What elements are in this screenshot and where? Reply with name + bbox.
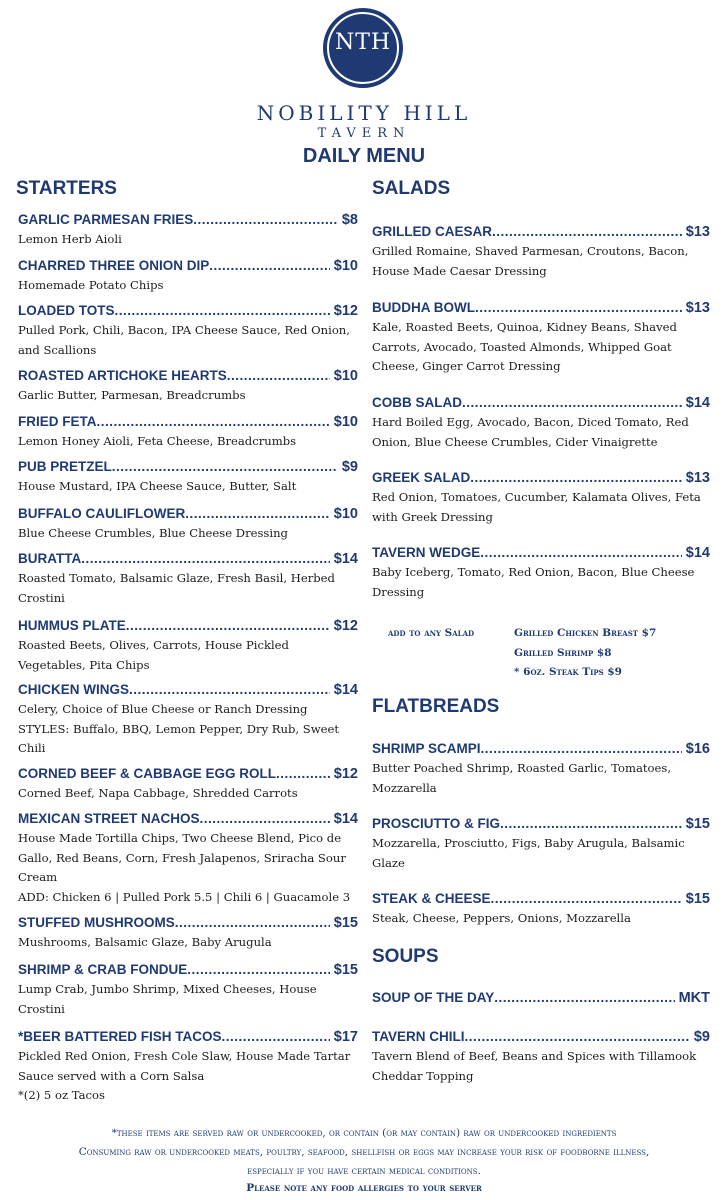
item-name: GREEK SALAD (372, 470, 471, 485)
item-name: TAVERN CHILI (372, 1029, 465, 1044)
item-description: House Mustard, IPA Cheese Sauce, Butter, Salt (18, 479, 297, 493)
item-price: $12 (333, 303, 358, 319)
menu-item (18, 303, 358, 360)
item-name: GARLIC PARMESAN FRIES (18, 212, 194, 227)
item-price: $13 (685, 224, 710, 240)
footer-allergy-note: Please note any food allergies to your server (246, 1182, 482, 1194)
menu-item (18, 962, 358, 1019)
item-price: $8 (341, 212, 358, 228)
item-name: SHRIMP & CRAB FONDUE (18, 962, 188, 977)
item-description: Pickled Red Onion, Fresh Cole Slaw, House Made Tartar Sauce served with a Corn Salsa (18, 1049, 351, 1083)
soups-heading: SOUPS (372, 946, 439, 967)
item-price: $10 (333, 414, 358, 430)
item-description: House Made Tortilla Chips, Two Cheese Blend, Pico de Gallo, Red Beans, Corn, Fresh Jalapenos, Sriracha Sour Cream (18, 831, 346, 884)
addon-option: * 6oz. Steak Tips $9 (514, 666, 622, 678)
item-description: Blue Cheese Crumbles, Blue Cheese Dressing (18, 526, 288, 540)
item-name: TAVERN WEDGE (372, 545, 481, 560)
menu-item (18, 551, 358, 608)
item-description: Roasted Tomato, Balsamic Glaze, Fresh Basil, Herbed Crostini (18, 571, 335, 605)
footer-disclaimer: *these items are served raw or undercooked, or contain (or may contain) raw or undercooked ingredients (111, 1127, 617, 1139)
item-description: Hard Boiled Egg, Avocado, Bacon, Diced Tomato, Red Onion, Blue Cheese Crumbles, Cider Vinaigrette (372, 415, 689, 449)
item-price: $10 (333, 506, 358, 522)
item-price: $15 (333, 962, 358, 978)
menu-item (372, 470, 710, 527)
item-note: *(2) 5 oz Tacos (18, 1088, 105, 1102)
item-price: $15 (685, 816, 710, 832)
item-description: Lemon Herb Aioli (18, 232, 122, 246)
item-name: BUFFALO CAULIFLOWER (18, 506, 186, 521)
item-name: GRILLED CAESAR (372, 224, 493, 239)
item-price: $9 (341, 459, 358, 475)
item-price: $12 (333, 766, 358, 782)
item-price: $9 (693, 1029, 710, 1045)
item-name: FRIED FETA (18, 414, 97, 429)
item-description: Tavern Blend of Beef, Beans and Spices with Tillamook Cheddar Topping (372, 1049, 697, 1083)
restaurant-name: NOBILITY HILL (256, 101, 472, 125)
item-price: $14 (685, 395, 710, 411)
item-name: *BEER BATTERED FISH TACOS (18, 1029, 222, 1044)
item-description: Celery, Choice of Blue Cheese or Ranch Dressing STYLES: Buffalo, BBQ, Lemon Pepper, Dry Rub, Sweet Chili (18, 702, 340, 755)
item-price: $16 (685, 741, 710, 757)
item-description: Garlic Butter, Parmesan, Breadcrumbs (18, 388, 246, 402)
menu-title: DAILY MENU (302, 145, 426, 167)
footer-warning-cont: especially if you have certain medical conditions. (247, 1165, 481, 1177)
menu-item (18, 811, 358, 907)
logo (323, 8, 403, 88)
menu-item (372, 545, 710, 602)
menu-item (18, 915, 358, 953)
item-price: $15 (685, 891, 710, 907)
item-description: Grilled Romaine, Shaved Parmesan, Croutons, Bacon, House Made Caesar Dressing (372, 244, 689, 278)
item-addons: ADD: Chicken 6 | Pulled Pork 5.5 | Chili 6 | Guacamole 3 (18, 889, 351, 904)
menu-item (18, 414, 358, 452)
item-description: Baby Iceberg, Tomato, Red Onion, Bacon, Blue Cheese Dressing (372, 565, 695, 599)
item-price: $10 (333, 258, 358, 274)
menu-item (372, 1029, 710, 1086)
starters-heading: STARTERS (16, 178, 117, 199)
menu-item (18, 506, 358, 544)
menu-item (18, 618, 358, 675)
menu-item (372, 300, 710, 377)
menu-item (372, 741, 710, 798)
item-name: ROASTED ARTICHOKE HEARTS (18, 368, 227, 383)
item-description: Steak, Cheese, Peppers, Onions, Mozzarella (372, 911, 631, 925)
item-name: PUB PRETZEL (18, 459, 112, 474)
menu-item (18, 212, 358, 250)
item-description: Lump Crab, Jumbo Shrimp, Mixed Cheeses, House Crostini (18, 982, 317, 1016)
item-name: LOADED TOTS (18, 303, 115, 318)
item-price: $13 (685, 300, 710, 316)
item-name: BUDDHA BOWL (372, 300, 475, 315)
item-description: Roasted Beets, Olives, Carrots, House Pickled Vegetables, Pita Chips (18, 638, 289, 672)
restaurant-subtitle: TAVERN (317, 126, 411, 141)
addon-label: add to any Salad (388, 627, 475, 639)
salads-heading: SALADS (372, 178, 451, 199)
menu-item (18, 258, 358, 296)
item-name: STUFFED MUSHROOMS (18, 915, 175, 930)
item-description: Mushrooms, Balsamic Glaze, Baby Arugula (18, 935, 272, 949)
item-name: STEAK & CHEESE (372, 891, 491, 906)
addon-option: Grilled Chicken Breast $7 (514, 627, 657, 639)
menu-item (18, 368, 358, 406)
menu-item (18, 1029, 358, 1106)
item-description: Homemade Potato Chips (18, 278, 164, 292)
item-price: $14 (333, 811, 358, 827)
addon-options (514, 624, 656, 683)
flatbreads-heading: FLATBREADS (372, 696, 500, 717)
item-price: $14 (333, 682, 358, 698)
menu-item (18, 766, 358, 804)
item-name: PROSCIUTTO & FIG (372, 816, 501, 831)
addon-option: Grilled Shrimp $8 (514, 646, 612, 659)
item-name: SHRIMP SCAMPI (372, 741, 481, 756)
item-description: Red Onion, Tomatoes, Cucumber, Kalamata Olives, Feta with Greek Dressing (372, 490, 701, 524)
footer-warning: Consuming raw or undercooked meats, poultry, seafood, shellfish or eggs may increase your risk of foodborne illness, (78, 1146, 650, 1158)
item-price: $14 (333, 551, 358, 567)
item-price: $15 (333, 915, 358, 931)
item-name: MEXICAN STREET NACHOS (18, 811, 200, 826)
item-description: Lemon Honey Aioli, Feta Cheese, Breadcrumbs (18, 434, 297, 448)
menu-item (372, 816, 710, 873)
logo-monogram: NTH (334, 30, 392, 55)
item-name: BURATTA (18, 551, 82, 566)
menu-item (372, 224, 710, 281)
item-price: $14 (685, 545, 710, 561)
item-description: Kale, Roasted Beets, Quinoa, Kidney Beans, Shaved Carrots, Avocado, Toasted Almonds, Whipped Goat Cheese, Ginger Carrot Dressing (372, 320, 677, 373)
menu-item (372, 891, 710, 929)
item-description: Butter Poached Shrimp, Roasted Garlic, Tomatoes, Mozzarella (372, 761, 672, 795)
item-name: COBB SALAD (372, 395, 462, 410)
menu-item (18, 459, 358, 497)
item-name: CORNED BEEF & CABBAGE EGG ROLL (18, 766, 277, 781)
item-name: SOUP OF THE DAY (372, 990, 495, 1005)
item-description: Pulled Pork, Chili, Bacon, IPA Cheese Sauce, Red Onion, and Scallions (18, 323, 350, 357)
item-name: CHARRED THREE ONION DIP (18, 258, 210, 273)
item-name: HUMMUS PLATE (18, 618, 126, 633)
menu-item (372, 395, 710, 452)
menu-item (18, 682, 358, 759)
item-price: $13 (685, 470, 710, 486)
item-description: Corned Beef, Napa Cabbage, Shredded Carrots (18, 786, 298, 800)
menu-item (372, 990, 710, 1006)
item-price: $17 (333, 1029, 358, 1045)
item-price: $12 (333, 618, 358, 634)
item-price: $10 (333, 368, 358, 384)
item-price: MKT (678, 990, 710, 1006)
item-name: CHICKEN WINGS (18, 682, 129, 697)
item-description: Mozzarella, Prosciutto, Figs, Baby Arugula, Balsamic Glaze (372, 836, 685, 870)
